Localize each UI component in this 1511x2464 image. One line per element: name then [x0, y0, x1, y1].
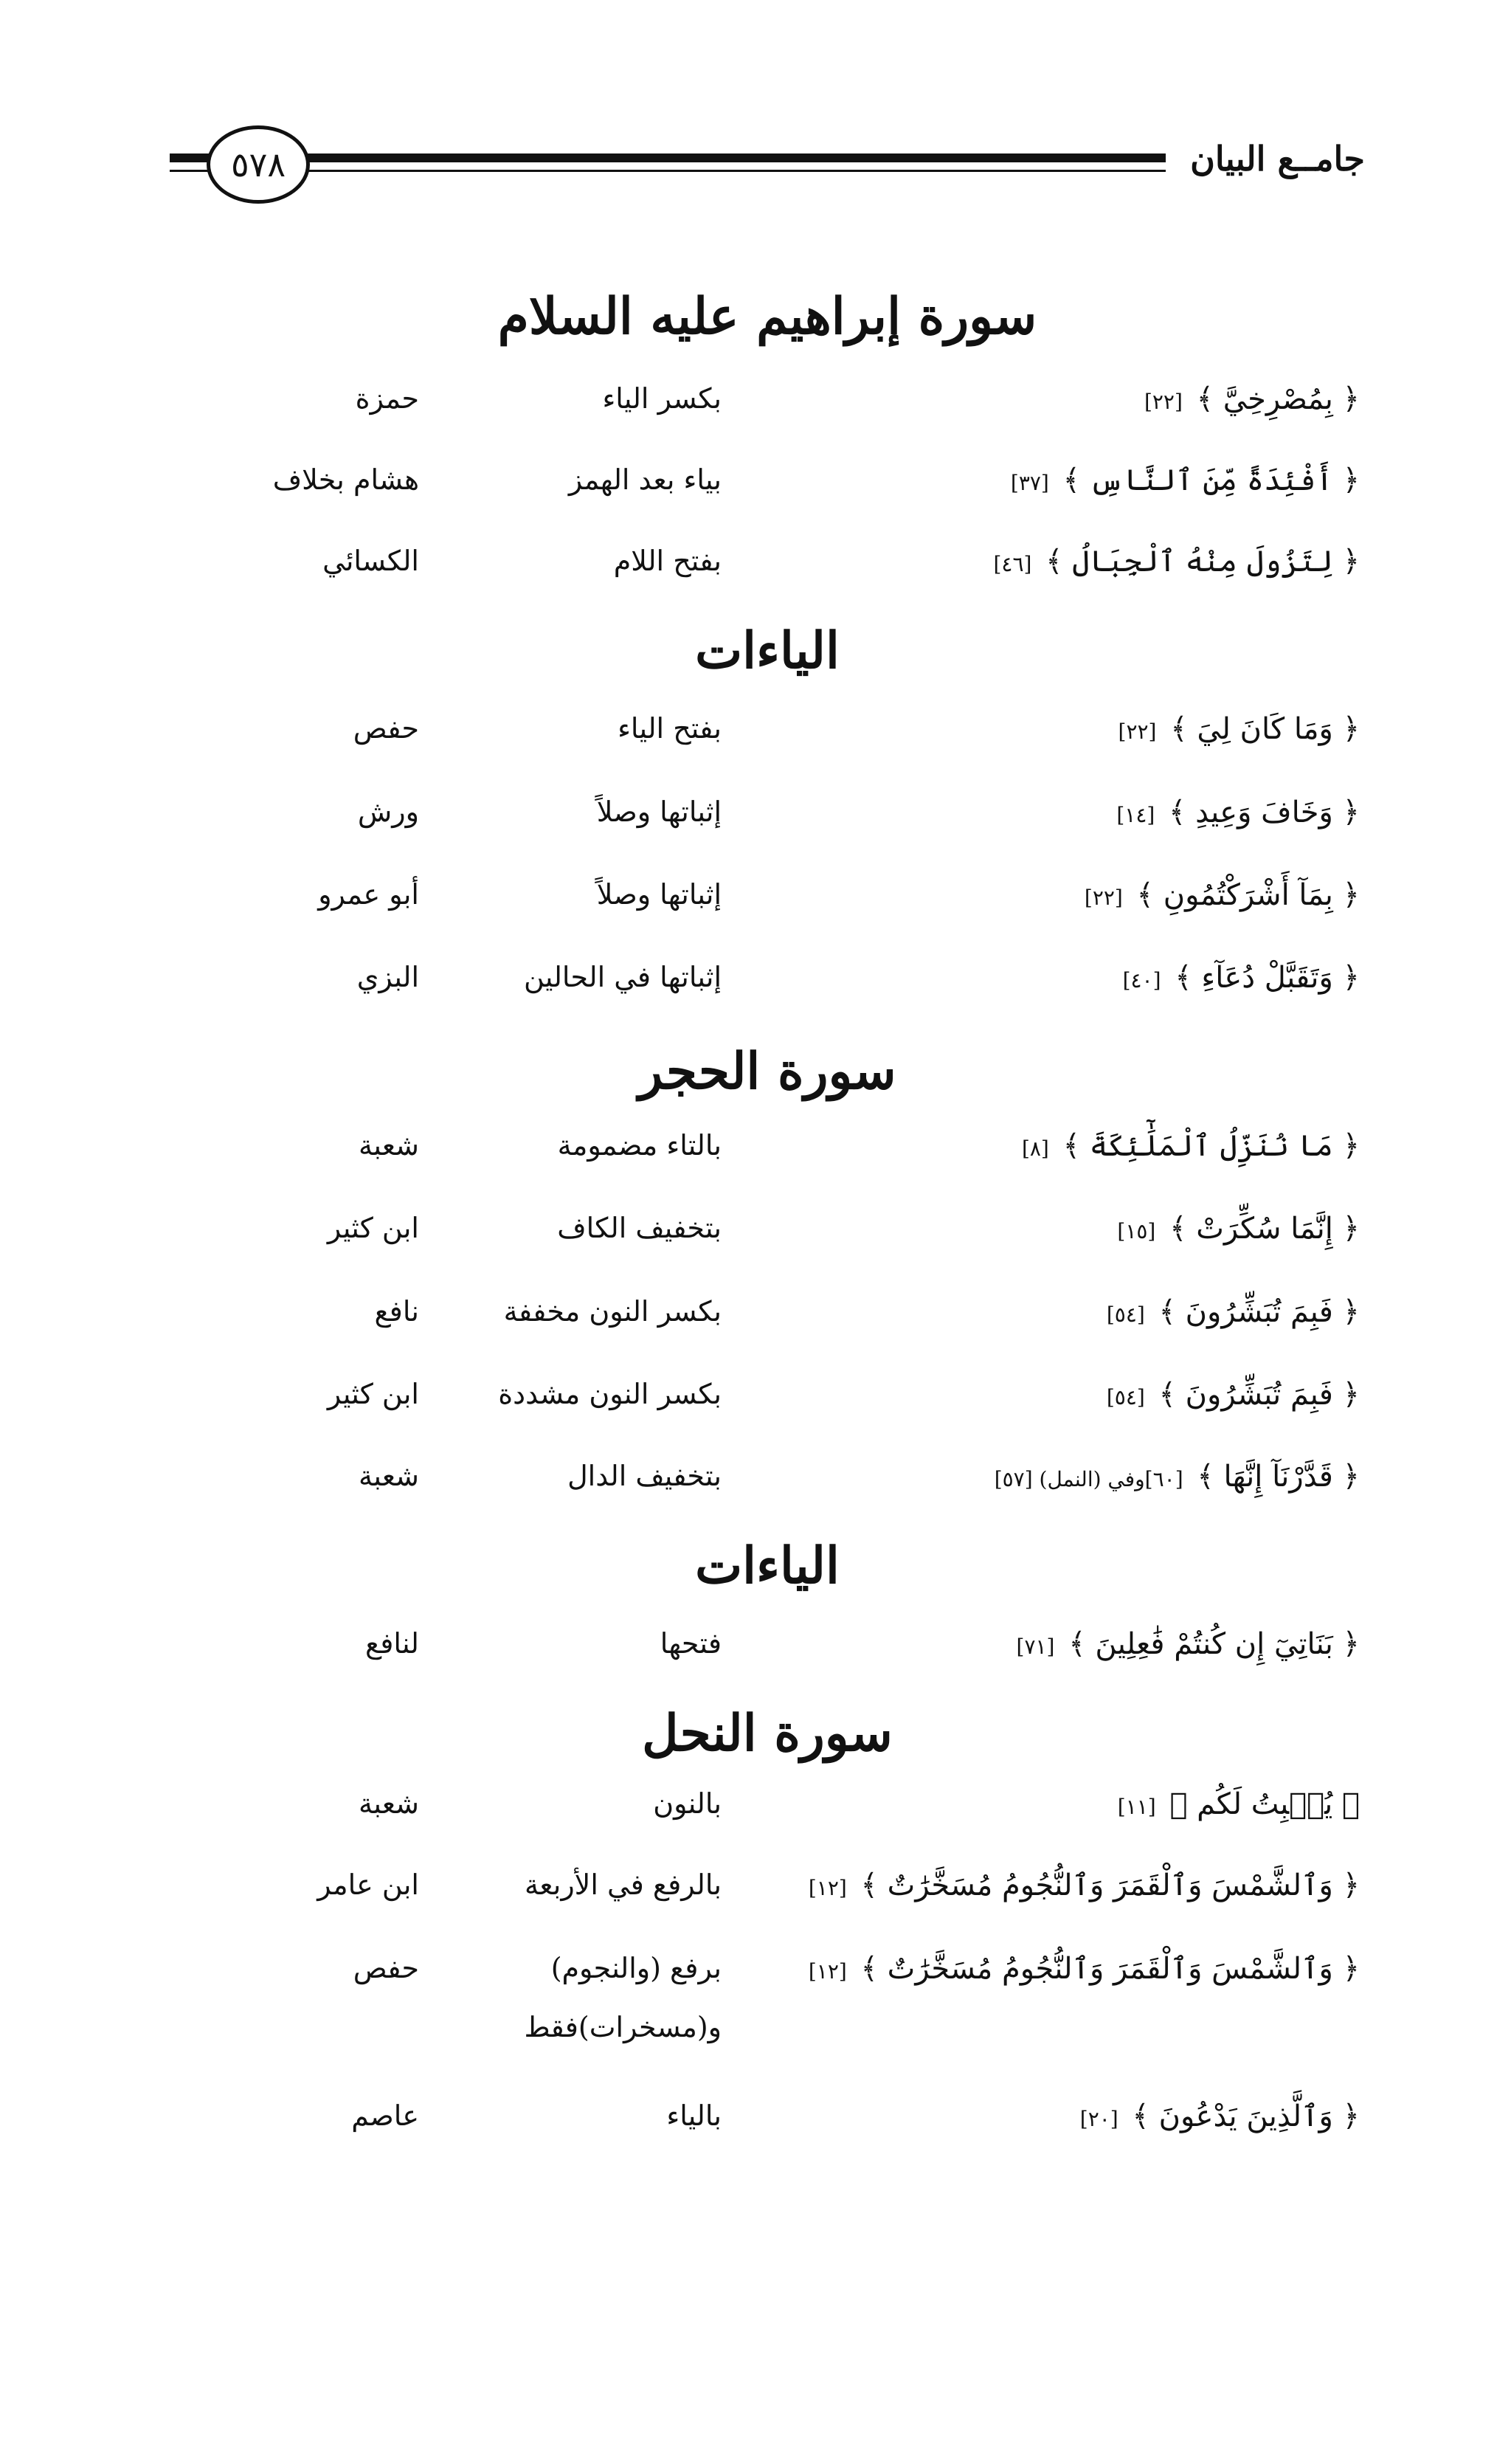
reader-cell: شعبة: [358, 1129, 419, 1162]
reader-cell: أبو عمرو: [318, 878, 419, 911]
header-rule-left: [170, 153, 210, 162]
table-row: [0, 1787, 1511, 1854]
variant-cell: بكسر الياء: [602, 382, 722, 415]
variant-cell: إثباتها في الحالين: [523, 961, 722, 993]
reader-cell: شعبة: [358, 1787, 419, 1820]
reader-cell: ابن كثير: [327, 1378, 419, 1410]
reader-cell: هشام بخلاف: [272, 463, 419, 496]
table-row: [0, 1627, 1511, 1694]
table-row: [0, 961, 1511, 1027]
verse-cell: ﴿ لِتَزُولَ مِنْهُ ٱلْجِبَالُ ﴾ [٤٦]: [993, 545, 1360, 579]
verse-cell: ﴿ قَدَّرْنَآ إِنَّهَا ﴾ [٦٠]وفي (النمل) [٥٧]: [994, 1460, 1360, 1494]
verse-cell: ﴿ يُنۢبِتُ لَكُم ﴾ [١١]: [1117, 1787, 1360, 1821]
reader-cell: ورش: [357, 796, 419, 828]
variant-cell: بكسر النون مشددة: [498, 1378, 722, 1410]
reader-cell: البزي: [356, 961, 419, 993]
header-rule-thin: [299, 170, 1166, 172]
verse-cell: ﴿ إِنَّمَا سُكِّرَتْ ﴾ [١٥]: [1117, 1212, 1360, 1246]
variant-cell: بالنون: [653, 1787, 722, 1820]
table-row: [0, 1868, 1511, 1935]
reader-cell: حفص: [353, 712, 419, 745]
table-row: [0, 1212, 1511, 1278]
table-row: [0, 796, 1511, 862]
section-heading-yaat-2: الياءات: [695, 1536, 840, 1595]
header-rule: [299, 153, 1166, 162]
verse-cell: ﴿ بِمَآ أَشْرَكْتُمُونِ ﴾ [٢٢]: [1084, 878, 1360, 912]
variant-cell-continued: و(مسخرات)فقط: [524, 2011, 722, 2043]
verse-cell: ﴿ بَنَاتِيٓ إِن كُنتُمْ فَٰعِلِينَ ﴾ [٧١]: [1016, 1627, 1360, 1661]
section-heading-ibrahim: سورة إبراهيم عليه السلام: [497, 287, 1037, 346]
page-number: ٥٧٨: [207, 125, 310, 204]
variant-cell: إثباتها وصلاً: [596, 878, 722, 911]
book-title: جامــع البيان: [1190, 139, 1365, 179]
table-row: [0, 463, 1511, 530]
variant-cell: بتخفيف الدال: [567, 1460, 722, 1492]
reader-cell: نافع: [374, 1295, 419, 1328]
table-row: [0, 1129, 1511, 1195]
table-row: [0, 1952, 1511, 2070]
verse-cell: ﴿ وَٱلَّذِينَ يَدْعُونَ ﴾ [٢٠]: [1079, 2099, 1360, 2133]
section-heading-nahl: سورة النحل: [642, 1704, 893, 1763]
reader-cell: الكسائي: [322, 545, 419, 577]
verse-cell: ﴿ وَمَا كَانَ لِيَ ﴾ [٢٢]: [1118, 712, 1360, 746]
reader-cell: ابن كثير: [327, 1212, 419, 1244]
table-row: [0, 1378, 1511, 1444]
reader-cell: عاصم: [351, 2099, 419, 2132]
reader-cell: شعبة: [358, 1460, 419, 1492]
table-row: [0, 382, 1511, 449]
section-heading-yaat: الياءات: [695, 621, 840, 680]
table-row: [0, 1460, 1511, 1526]
verse-cell: ﴿ وَٱلشَّمْسَ وَٱلْقَمَرَ وَٱلنُّجُومُ مُسَخَّرَٰتٌ ﴾ [١٢]: [808, 1868, 1360, 1902]
verse-cell: ﴿ وَتَقَبَّلْ دُعَآءِ ﴾ [٤٠]: [1122, 961, 1360, 995]
verse-cell: ﴿ وَخَافَ وَعِيدِ ﴾ [١٤]: [1116, 796, 1360, 829]
variant-cell: إثباتها وصلاً: [596, 796, 722, 828]
reader-cell: حمزة: [355, 382, 419, 415]
variant-cell: بفتح اللام: [613, 545, 722, 577]
page-header: [170, 124, 1365, 205]
variant-cell: بكسر النون مخففة: [503, 1295, 722, 1328]
table-row: [0, 1295, 1511, 1362]
verse-cell: ﴿ فَبِمَ تُبَشِّرُونَ ﴾ [٥٤]: [1106, 1378, 1360, 1412]
verse-cell: ﴿ مَا نُنَزِّلُ ٱلْمَلَٰٓئِكَةَ ﴾ [٨]: [1021, 1129, 1360, 1163]
variant-cell: بفتح الياء: [618, 712, 722, 745]
variant-cell: بالياء: [666, 2099, 722, 2132]
variant-cell: برفع (والنجوم): [550, 1952, 722, 1984]
variant-cell: بياء بعد الهمز: [568, 463, 722, 496]
section-heading-hijr: سورة الحجر: [638, 1042, 896, 1101]
reader-cell: ابن عامر: [317, 1868, 419, 1901]
verse-cell: ﴿ وَٱلشَّمْسَ وَٱلْقَمَرَ وَٱلنُّجُومُ مُسَخَّرَٰتٌ ﴾ [١٢]: [808, 1952, 1360, 1986]
reader-cell: حفص: [353, 1952, 419, 1984]
table-row: [0, 878, 1511, 945]
table-row: [0, 545, 1511, 611]
variant-cell: بالتاء مضمومة: [557, 1129, 722, 1162]
verse-cell: ﴿ بِمُصْرِخِيَّ ﴾ [٢٢]: [1144, 382, 1360, 416]
variant-cell: بالرفع في الأربعة: [525, 1868, 722, 1901]
verse-cell: ﴿ فَبِمَ تُبَشِّرُونَ ﴾ [٥٤]: [1106, 1295, 1360, 1329]
verse-cell: ﴿ أَفْئِدَةً مِّنَ ٱلنَّاسِ ﴾ [٣٧]: [1010, 463, 1360, 497]
table-row: [0, 712, 1511, 779]
header-rule-left-thin: [170, 170, 210, 172]
reader-cell: لنافع: [364, 1627, 419, 1660]
variant-cell: فتحها: [660, 1627, 722, 1660]
variant-cell: بتخفيف الكاف: [557, 1212, 722, 1244]
table-row: [0, 2099, 1511, 2166]
